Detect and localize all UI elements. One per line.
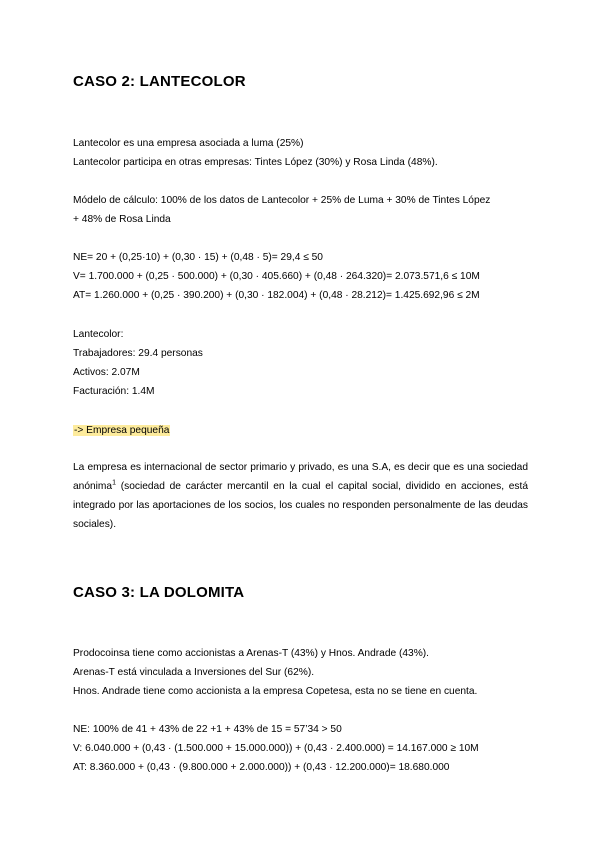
- caso2-intro-line: Lantecolor es una empresa asociada a luma (25%): [73, 138, 304, 149]
- caso3-calc-at: AT: 8.360.000 + (0,43 · (9.800.000 + 2.000.000)) + (0,43 · 12.200.000)= 18.680.000: [73, 762, 450, 773]
- caso2-resumen-facturacion: Facturación: 1.4M: [73, 386, 155, 397]
- caso3-intro-line: Arenas-T está vinculada a Inversiones del Sur (62%).: [73, 667, 315, 678]
- descripcion-text-b: (sociedad de carácter mercantil en la cual el capital social, dividido en acciones, está integrado por las aportaciones de los socios, los cuales no responden personalmente de las deudas sociales).: [73, 481, 528, 530]
- caso2-title: CASO 2: LANTECOLOR: [73, 73, 246, 90]
- caso2-modelo-line: + 48% de Rosa Linda: [73, 214, 171, 225]
- caso3-title: CASO 3: LA DOLOMITA: [73, 584, 245, 601]
- caso2-conclusion: [73, 424, 170, 437]
- caso2-modelo-line: Módelo de cálculo: 100% de los datos de Lantecolor + 25% de Luma + 30% de Tintes López: [73, 195, 491, 206]
- caso2-resumen-activos: Activos: 2.07M: [73, 367, 140, 378]
- caso2-calc-ne: NE= 20 + (0,25·10) + (0,30 · 15) + (0,48 · 5)= 29,4 ≤ 50: [73, 252, 323, 263]
- caso2-resumen-trabajadores: Trabajadores: 29.4 personas: [73, 348, 203, 359]
- caso3-intro-line: Prodocoinsa tiene como accionistas a Arenas-T (43%) y Hnos. Andrade (43%).: [73, 648, 429, 659]
- caso3-intro-line: Hnos. Andrade tiene como accionista a la empresa Copetesa, esta no se tiene en cuenta.: [73, 686, 478, 697]
- caso2-descripcion-paragraph: [73, 458, 528, 534]
- caso2-resumen-title: Lantecolor:: [73, 329, 124, 340]
- caso3-calc-v: V: 6.040.000 + (0,43 · (1.500.000 + 15.000.000)) + (0,43 · 2.400.000) = 14.167.000 ≥ 10M: [73, 743, 479, 754]
- caso2-intro-line: Lantecolor participa en otras empresas: Tintes López (30%) y Rosa Linda (48%).: [73, 157, 438, 168]
- caso2-calc-at: AT= 1.260.000 + (0,25 · 390.200) + (0,30 · 182.004) + (0,48 · 28.212)= 1.425.692,96 ≤ 2M: [73, 290, 480, 301]
- conclusion-highlight: -> Empresa pequeña: [74, 425, 170, 436]
- footnote-ref[interactable]: 1: [112, 479, 116, 487]
- caso3-calc-ne: NE: 100% de 41 + 43% de 22 +1 + 43% de 15 = 57’34 > 50: [73, 724, 342, 735]
- caso2-calc-v: V= 1.700.000 + (0,25 · 500.000) + (0,30 · 405.660) + (0,48 · 264.320)= 2.073.571,6 ≤ 10M: [73, 271, 480, 282]
- descripcion-text-a: La empresa es internacional de sector primario y privado, es una S.A, es decir que es una sociedad anónima: [73, 462, 528, 492]
